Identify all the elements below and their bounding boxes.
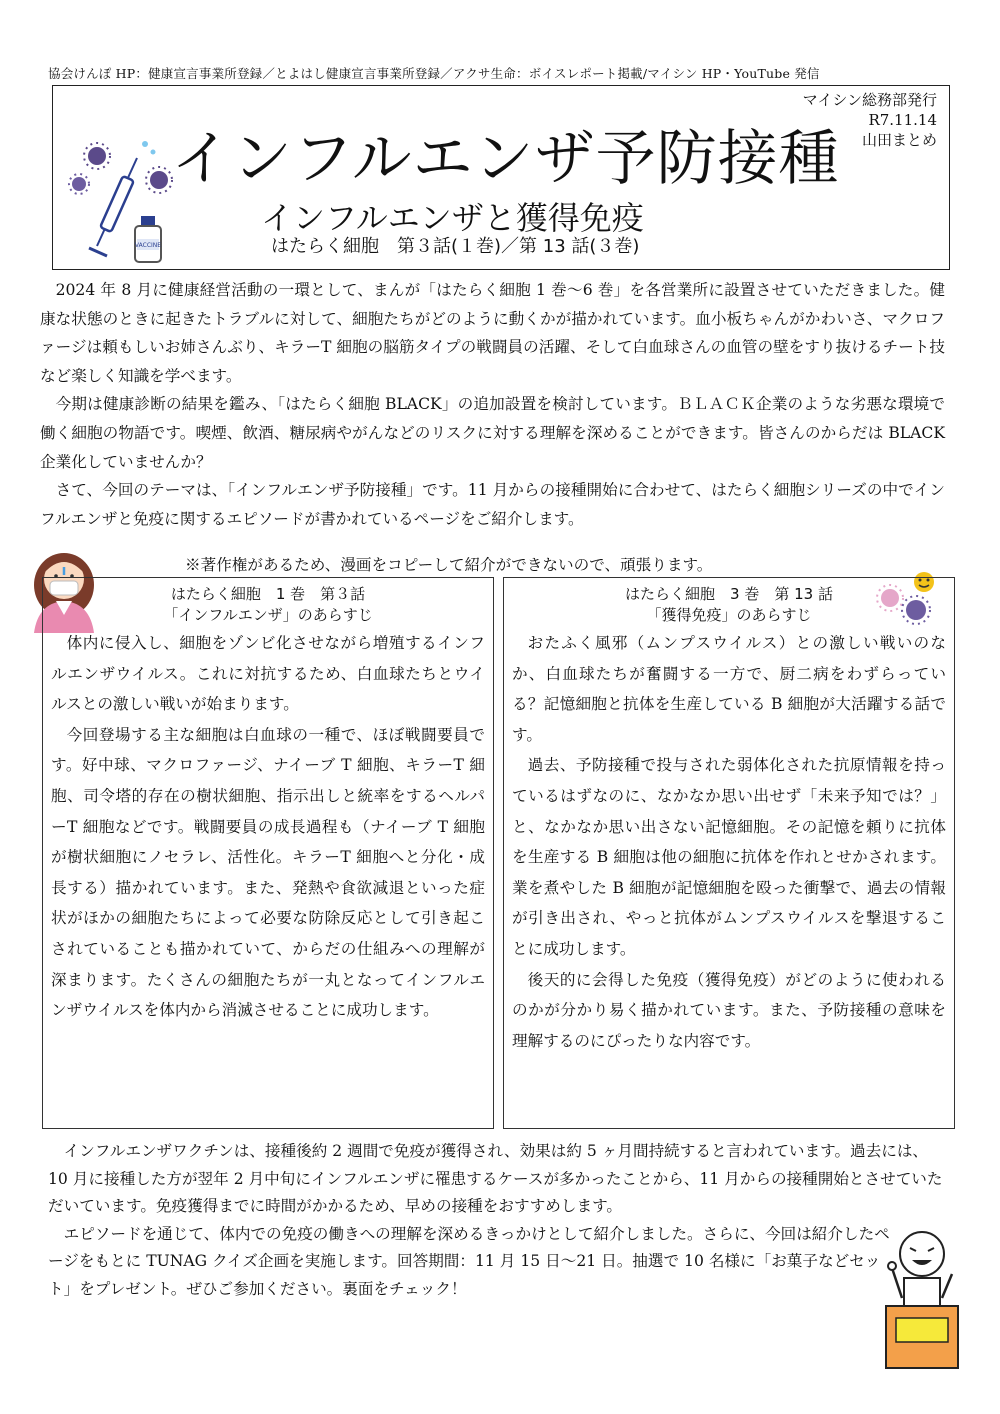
vaccine-illustration	[67, 136, 177, 266]
left-heading-line-2: 「インフルエンザ」のあらすじ	[163, 606, 373, 624]
outro-paragraph-1: インフルエンザワクチンは、接種後約 2 週間で免疫が獲得され、効果は約 5 ヶ月間持続すると言われています。過去には、10 月に接種した方が翌年 2 月中旬にインフルエンザに罹患するケースが多かったことから、11 月からの接種開始とさせていただいています。免疫獲得までに時間がかかるため、早めの接種をおすすめします。	[48, 1142, 943, 1215]
presenter-illustration	[882, 1228, 962, 1370]
author: 山田まとめ	[861, 131, 937, 149]
right-paragraph-3: 後天的に会得した免疫（獲得免疫）がどのように使われるのかが分かり易く描かれています。また、予防接種の意味を理解するのにぴったりな内容です。	[512, 970, 946, 1050]
issuer: マイシン総務部発行	[802, 91, 937, 109]
episode-reference: はたらく細胞 第３話(１巻)／第 13 話(３巻)	[271, 236, 640, 257]
left-column-body	[51, 628, 485, 1026]
right-column	[503, 577, 955, 1129]
outro-section	[48, 1138, 943, 1303]
intro-paragraph-1: 2024 年 8 月に健康経営活動の一環として、まんが「はたらく細胞 1 巻〜6 巻」を各営業所に設置させていただきました。健康な状態のときに起きたトラブルに対して、細胞たちがどのように動くかが描かれています。血小板ちゃんがかわいさ、マクロファージは頼もしいお姉さんぶり、キラーT 細胞の脳筋タイプの戦闘員の活躍、そして白血球さんの血管の壁をすり抜けるチート技など楽しく知識を学べます。	[40, 281, 945, 385]
intro-paragraph-2: 今期は健康診断の結果を鑑み、「はたらく細胞 BLACK」の追加設置を検討しています。ＢＬＡＣＫ企業のような劣悪な環境で働く細胞の物語です。喫煙、飲酒、糖尿病やがんなどのリスクに対する理解を深めることができます。皆さんのからだは BLACK 企業化していませんか？	[40, 395, 945, 471]
vaccine-bottle-icon	[135, 216, 161, 262]
left-column-heading	[51, 578, 485, 626]
header-top-line: 協会けんぽ HP：健康宣言事業所登録／とよはし健康宣言事業所登録／アクサ生命：ボイスレポート掲載/マイシン HP・YouTube 発信	[48, 66, 820, 81]
left-heading-line-1: はたらく細胞 1 巻 第３話	[170, 585, 366, 603]
vaccine-label: VACCINE	[134, 242, 162, 249]
presenter-icon	[886, 1232, 958, 1368]
issue-date: R7.11.14	[868, 111, 937, 129]
right-paragraph-1: おたふく風邪（ムンプスウイルス）との激しい戦いのなか、白血球たちが奮闘する一方で、厨二病をわずらっている？記憶細胞と抗体を生産している B 細胞が大活躍する話です。	[512, 634, 946, 744]
right-heading-line-2: 「獲得免疫」のあらすじ	[646, 606, 812, 624]
right-column-body	[512, 628, 946, 1056]
page-title: インフルエンザ予防接種	[171, 124, 840, 194]
right-heading-line-1: はたらく細胞 3 巻 第 13 話	[625, 585, 833, 603]
right-paragraph-2: 過去、予防接種で投与された弱体化された抗原情報を持っているはずなのに、なかなか思い出せず「未来予知では？」と、なかなか思い出さない記憶細胞。その記憶を頼りに抗体を生産する B 細胞は他の細胞に抗体を作れとせかされます。業を煮やした B 細胞が記憶細胞を殴った衝撃で、過去の情報が引き出され、やっと抗体がムンプスウイルスを撃退することに成功します。	[512, 756, 946, 958]
left-paragraph-2: 今回登場する主な細胞は白血球の一種で、ほぼ戦闘要員です。好中球、マクロファージ、ナイーブ T 細胞、キラーT 細胞、司令塔的存在の樹状細胞、指示出しと統率をするヘルパーT 細胞などです。戦闘要員の成長過程も（ナイーブ T 細胞が樹状細胞にノセラレ、活性化。キラーT 細胞へと分化・成長する）描かれています。また、発熱や食欲減退といった症状がほかの細胞たちによって必要な防除反応として引き起こされていることも描かれていて、からだの仕組みへの理解が深まります。たくさんの細胞たちが一丸となってインフルエンザウイルスを体内から消滅させることに成功します。	[51, 725, 485, 1020]
copyright-note: ※著作権があるため、漫画をコピーして紹介ができないので、頑張ります。	[185, 556, 713, 574]
outro-paragraph-2: エピソードを通じて、体内での免疫の働きへの理解を深めるきっかけとして紹介しました。さらに、今回は紹介したページをもとに TUNAG クイズ企画を実施します。回答期間：11 月 15 日〜21 日。抽選で 10 名様に「お菓子などセット」をプレゼント。ぜひご参加ください。裏面をチェック！	[48, 1224, 890, 1298]
intro-section	[40, 276, 945, 533]
page-subtitle: インフルエンザと獲得免疫	[261, 199, 644, 237]
left-paragraph-1: 体内に侵入し、細胞をゾンビ化させながら増殖するインフルエンザウイルス。これに対抗するため、白血球たちとウイルスとの激しい戦いが始まります。	[51, 634, 485, 714]
intro-paragraph-3: さて、今回のテーマは、「インフルエンザ予防接種」です。11 月からの接種開始に合わせて、はたらく細胞シリーズの中でインフルエンザと免疫に関するエピソードが書かれているページをご紹介します。	[40, 481, 945, 528]
left-column	[42, 577, 494, 1129]
title-box	[52, 85, 950, 270]
right-column-heading	[512, 578, 946, 626]
